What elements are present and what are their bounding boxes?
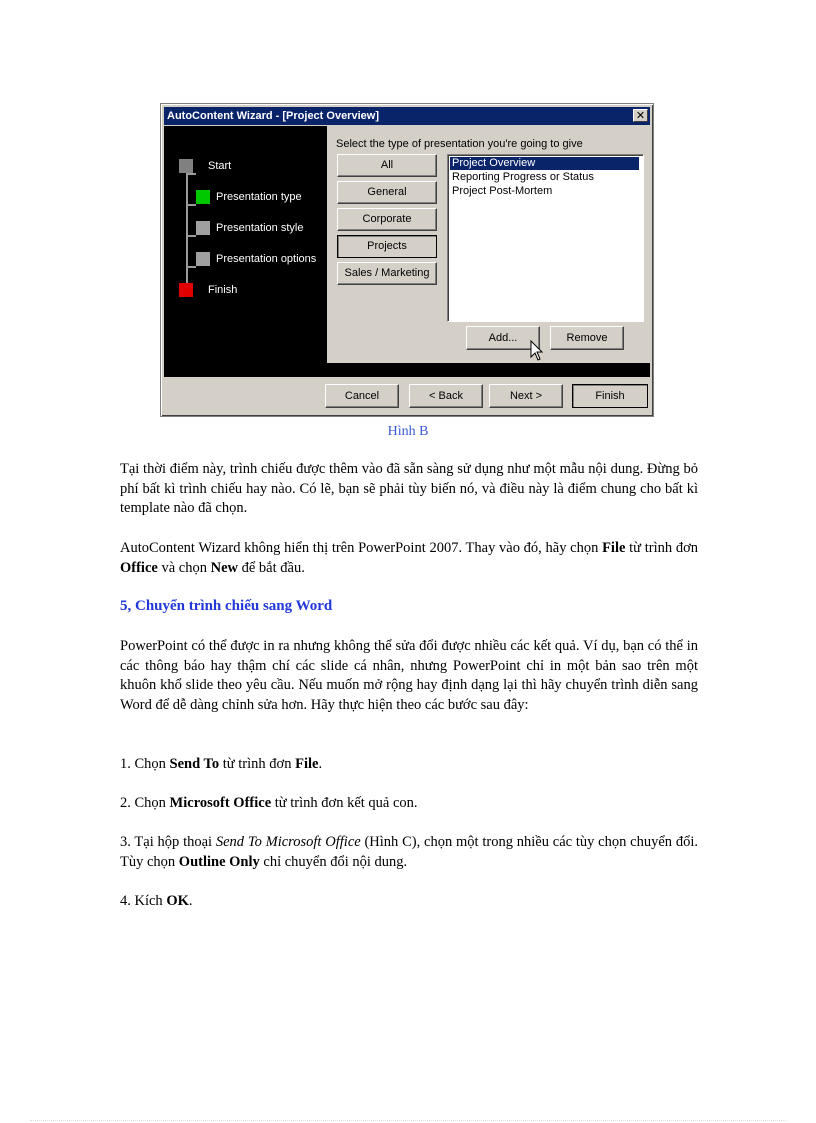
bold-run: File — [602, 540, 626, 556]
separator-strip — [164, 363, 650, 377]
autocontent-wizard-dialog — [160, 103, 654, 417]
steps-connector-branch — [186, 204, 196, 206]
step-label: Presentation style — [216, 222, 304, 234]
text-run: (Hình C), chọn một trong nhiều các tùy chọn chuyển đổi. Tùy chọn — [120, 834, 698, 870]
text-run: . — [188, 893, 193, 909]
back-button[interactable]: < Back — [409, 384, 483, 408]
finish-button[interactable]: Finish — [572, 384, 648, 408]
step-marker-icon — [196, 221, 210, 235]
text-run: 1. Chọn — [120, 756, 170, 772]
text-run: từ trình đơn kết quả con. — [271, 795, 418, 811]
steps-connector-line — [186, 166, 188, 290]
text-run: AutoContent Wizard không hiển thị trên PowerPoint 2007. Thay vào đó, hãy chọn — [120, 540, 603, 556]
text-run: để bắt đầu. — [237, 559, 305, 576]
step-1 — [120, 755, 698, 775]
step-label: Finish — [208, 284, 238, 296]
list-item[interactable]: Project Overview — [450, 157, 639, 170]
add-button[interactable]: Add... — [466, 326, 540, 350]
text-run: từ trình đơn — [219, 756, 296, 772]
page-bottom-border — [30, 1120, 786, 1121]
mouse-pointer-icon — [530, 340, 544, 362]
bold-run: New — [210, 559, 238, 576]
steps-connector-branch — [186, 235, 196, 237]
category-button-all[interactable]: All — [337, 154, 437, 177]
next-button[interactable]: Next > — [489, 384, 563, 408]
text-run: và chọn — [157, 559, 211, 576]
dialog-titlebar — [164, 107, 650, 125]
bold-run: OK — [166, 893, 189, 909]
step-4 — [120, 892, 698, 912]
text-run: 2. Chọn — [120, 795, 170, 811]
wizard-steps-panel — [164, 126, 327, 363]
list-item[interactable]: Reporting Progress or Status — [452, 171, 594, 183]
bold-run: File — [295, 756, 319, 772]
step-label: Presentation type — [216, 191, 302, 203]
paragraph-powerpoint-2007 — [120, 539, 698, 578]
category-button-corporate[interactable]: Corporate — [337, 208, 437, 231]
list-item[interactable]: Project Post-Mortem — [452, 185, 553, 197]
figure-caption: Hình B — [387, 424, 429, 439]
text-run: . — [318, 756, 323, 772]
text-run: chỉ chuyển đổi nội dung. — [259, 853, 408, 870]
step-marker-icon — [179, 283, 193, 297]
cancel-button[interactable]: Cancel — [325, 384, 399, 408]
paragraph-export-intro: PowerPoint có thể được in ra nhưng không thể sửa đổi được nhiều các kết quả. Ví dụ, bạn có thể in các thông báo hay thậm chí các slide cá nhân, nhưng PowerPoint chỉ in một bản sao trên một khuôn khổ slide theo yêu cầu. Nếu muốn mở rộng hay định dạng lại thì hãy chuyển trình diễn sang Word để dễ dàng chỉnh sửa hơn. Hãy thực hiện theo các bước sau đây: — [120, 638, 698, 713]
step-3 — [120, 833, 698, 872]
category-button-projects[interactable]: Projects — [337, 235, 437, 258]
step-marker-icon — [196, 190, 210, 204]
step-marker-icon — [179, 159, 193, 173]
remove-button[interactable]: Remove — [550, 326, 624, 350]
steps-connector-branch — [186, 266, 196, 268]
step-2 — [120, 794, 698, 814]
italic-run: Send To Microsoft Office — [215, 834, 361, 850]
presentation-type-prompt: Select the type of presentation you're going to give — [336, 138, 583, 150]
presentation-listbox[interactable] — [447, 154, 644, 322]
step-marker-icon — [196, 252, 210, 266]
text-run: 4. Kích — [120, 893, 167, 909]
dialog-title: AutoContent Wizard - [Project Overview] — [167, 110, 379, 122]
category-button-sales-marketing[interactable]: Sales / Marketing — [337, 262, 437, 285]
close-icon[interactable]: ✕ — [633, 109, 648, 122]
bold-run: Office — [120, 559, 158, 576]
section-heading: 5, Chuyển trình chiếu sang Word — [120, 598, 333, 614]
bold-run: Microsoft Office — [169, 795, 272, 811]
steps-connector-branch — [186, 173, 196, 175]
text-run: từ trình đơn — [625, 540, 698, 556]
bold-run: Send To — [169, 756, 220, 772]
category-button-general[interactable]: General — [337, 181, 437, 204]
text-run: 3. Tại hộp thoại — [120, 834, 216, 850]
bold-run: Outline Only — [178, 853, 260, 870]
step-label: Presentation options — [216, 253, 317, 265]
paragraph-intro: Tại thời điểm này, trình chiếu được thêm vào đã sẵn sàng sử dụng như một mẫu nội dung. Đừng bỏ phí bất kì trình chiếu hay nào. Có lẽ, bạn sẽ phải tùy biến nó, và điều này là điểm chung cho bất kì template nào đã chọn. — [120, 461, 698, 516]
step-label: Start — [208, 160, 232, 172]
